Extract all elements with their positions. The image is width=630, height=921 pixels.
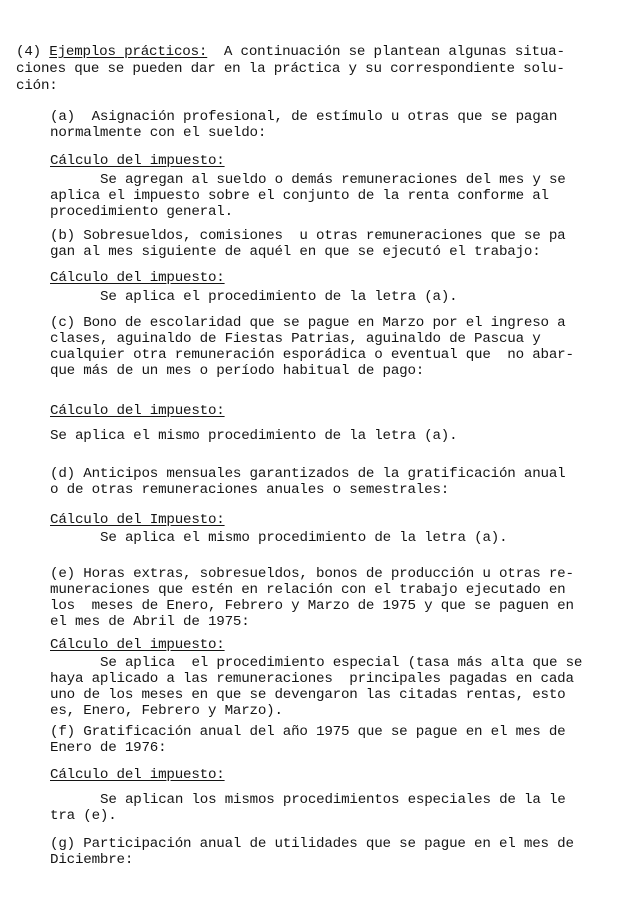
item-a-body-1: Se agregan al sueldo o demás remuneraciones del mes y se	[100, 172, 566, 188]
item-a-body-2: aplica el impuesto sobre el conjunto de la renta conforme al	[50, 188, 549, 204]
item-c-line-2: clases, aguinaldo de Fiestas Patrias, aguinaldo de Pascua y	[50, 331, 541, 347]
intro-number: (4)	[16, 44, 41, 60]
intro-line-1	[16, 44, 565, 60]
item-c-line-3: cualquier otra remuneración esporádica o eventual que no abar-	[50, 347, 574, 363]
item-c-heading: Cálculo del impuesto:	[50, 403, 225, 419]
item-f-heading: Cálculo del impuesto:	[50, 767, 225, 783]
item-f-line-2: Enero de 1976:	[50, 740, 167, 756]
intro-text: A continuación se plantean algunas situa-	[223, 44, 565, 60]
item-e-line-1: (e) Horas extras, sobresueldos, bonos de producción u otras re-	[50, 566, 574, 582]
item-e-line-4: el mes de Abril de 1975:	[50, 614, 250, 630]
item-c-line-1: (c) Bono de escolaridad que se pague en Marzo por el ingreso a	[50, 315, 566, 331]
item-b-line-1: (b) Sobresueldos, comisiones u otras remuneraciones que se pa	[50, 228, 566, 244]
item-b-body-1: Se aplica el procedimiento de la letra (a).	[100, 289, 458, 305]
item-d-line-2: o de otras remuneraciones anuales o semestrales:	[50, 482, 450, 498]
item-g-line-1: (g) Participación anual de utilidades que se pague en el mes de	[50, 836, 574, 852]
item-a-line-1: (a) Asignación profesional, de estímulo u otras que se pagan	[50, 109, 558, 125]
item-f-body-1: Se aplican los mismos procedimientos especiales de la le	[100, 792, 566, 808]
item-e-line-3: los meses de Enero, Febrero y Marzo de 1975 y que se paguen en	[50, 598, 574, 614]
intro-heading: Ejemplos prácticos:	[49, 44, 208, 60]
item-e-line-2: muneraciones que estén en relación con el trabajo ejecutado en	[50, 582, 566, 598]
item-e-heading: Cálculo del impuesto:	[50, 637, 225, 653]
item-g-line-2: Diciembre:	[50, 852, 134, 868]
item-d-heading: Cálculo del Impuesto:	[50, 512, 225, 528]
intro-line-2: ciones que se pueden dar en la práctica y su correspondiente solu-	[16, 61, 565, 77]
item-f-line-1: (f) Gratificación anual del año 1975 que se pague en el mes de	[50, 724, 566, 740]
item-d-body-1: Se aplica el mismo procedimiento de la letra (a).	[100, 530, 508, 546]
item-b-heading: Cálculo del impuesto:	[50, 270, 225, 286]
item-e-body-3: uno de los meses en que se devengaron las citadas rentas, esto	[50, 687, 566, 703]
item-f-body-2: tra (e).	[50, 808, 117, 824]
item-b-line-2: gan al mes siguiente de aquél en que se ejecutó el trabajo:	[50, 244, 541, 260]
item-c-line-4: que más de un mes o período habitual de pago:	[50, 363, 425, 379]
item-a-line-2: normalmente con el sueldo:	[50, 125, 267, 141]
intro-line-3: ción:	[16, 78, 58, 94]
item-e-body-2: haya aplicado a las remuneraciones principales pagadas en cada	[50, 671, 574, 687]
item-d-line-1: (d) Anticipos mensuales garantizados de la gratificación anual	[50, 466, 566, 482]
item-a-heading: Cálculo del impuesto:	[50, 153, 225, 169]
item-e-body-1: Se aplica el procedimiento especial (tasa más alta que se	[100, 655, 583, 671]
item-a-body-3: procedimiento general.	[50, 204, 233, 220]
item-c-body-1: Se aplica el mismo procedimiento de la letra (a).	[50, 428, 458, 444]
item-e-body-4: es, Enero, Febrero y Marzo).	[50, 703, 283, 719]
